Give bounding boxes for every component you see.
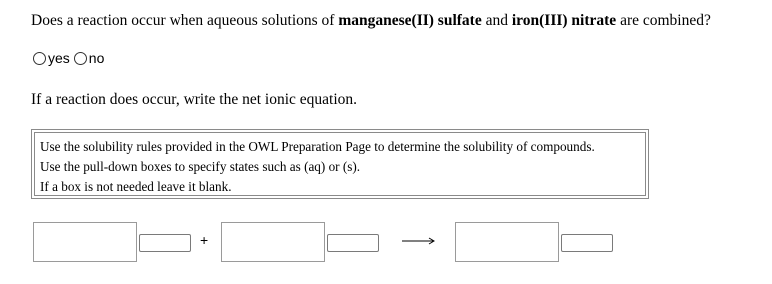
reactant-2-input[interactable] [221, 222, 325, 262]
question-middle: and [481, 12, 512, 29]
reactant-1-name: manganese(II) sulfate [338, 12, 482, 29]
rule-line-3: If a box is not needed leave it blank. [40, 179, 232, 194]
rule-line-1: Use the solubility rules provided in the OWL Preparation Page to determine the solubility of compounds. [40, 139, 595, 154]
reactant-2-name: iron(III) nitrate [511, 12, 617, 29]
reactant-1-input[interactable] [33, 222, 137, 262]
plus-sign: + [200, 232, 209, 248]
reactant-2-state-select[interactable] [327, 234, 379, 252]
reaction-arrow-icon [402, 236, 436, 246]
rule-line-2: Use the pull-down boxes to specify states such as (aq) or (s). [40, 159, 361, 174]
product-input[interactable] [455, 222, 559, 262]
reactant-1-state-select[interactable] [139, 234, 191, 252]
product-state-select[interactable] [561, 234, 613, 252]
question-prefix: Does a reaction occur when aqueous solutions of [31, 12, 339, 29]
instruction-text: If a reaction does occur, write the net ionic equation. [31, 91, 358, 108]
radio-yes-label[interactable]: yes [48, 50, 70, 66]
radio-no-label[interactable]: no [88, 50, 105, 66]
question-suffix: are combined? [616, 12, 711, 29]
